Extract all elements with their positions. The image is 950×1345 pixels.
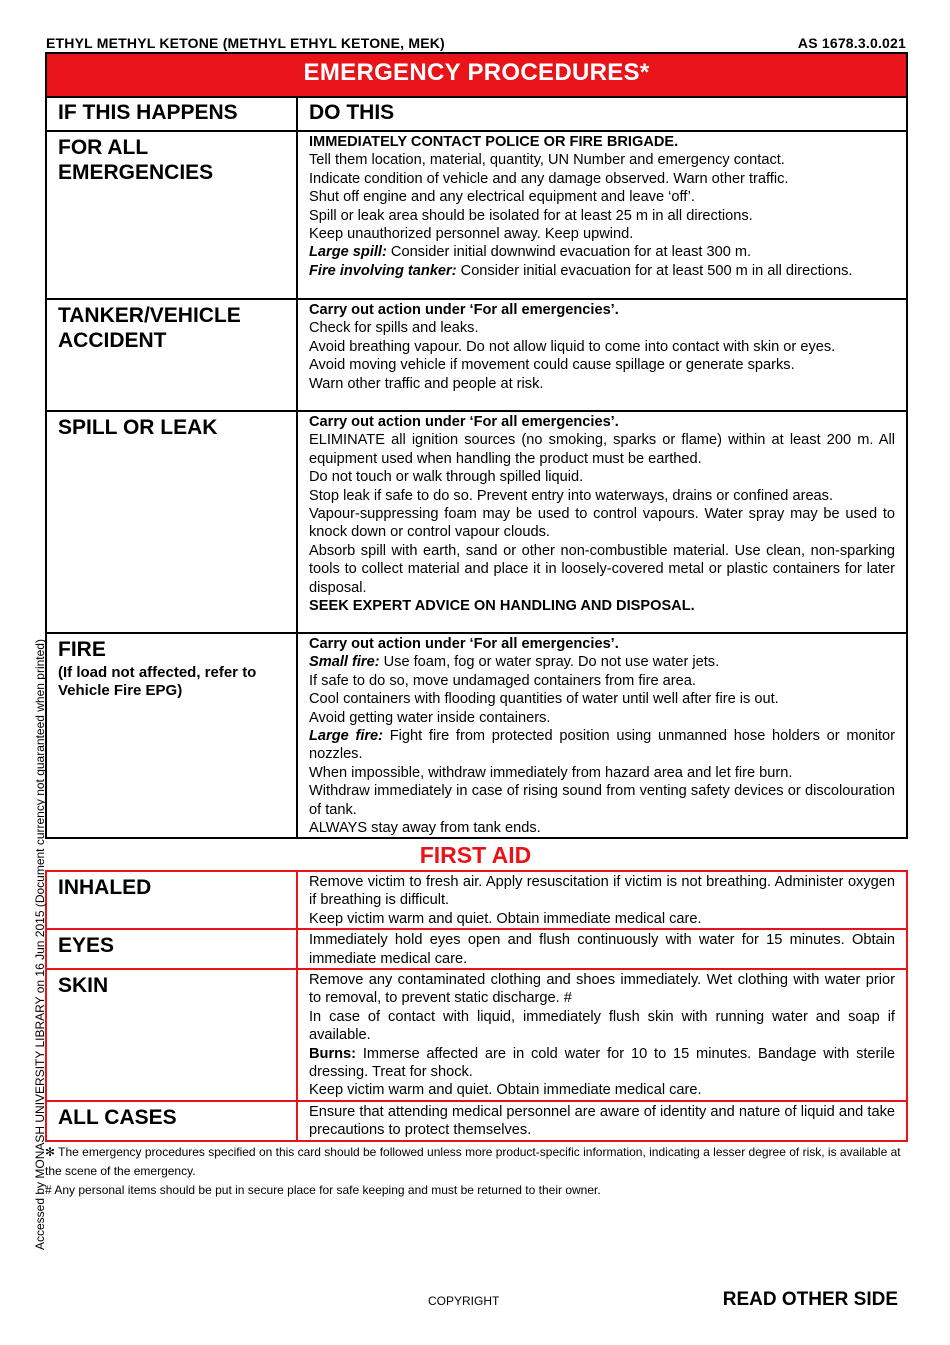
first-aid-line: Remove any contaminated clothing and shoes immediately. Wet clothing with water prior to removal, to prevent static discharge. # [309, 972, 895, 1007]
first-aid-actions [297, 929, 907, 969]
action-line: Vapour-suppressing foam may be used to control vapours. Water spray may be used to knock down or control vapour clouds. [309, 506, 896, 541]
emergency-actions [297, 633, 907, 838]
footnote-star: ✻ The emergency procedures specified on this card should be followed unless more product-specific information, indicating a lesser degree of risk, is available at the scene of the emergency. [45, 1145, 901, 1178]
emergency-row [46, 299, 907, 411]
action-line: Carry out action under ‘For all emergencies’. [309, 302, 619, 318]
first-aid-line: Immediately hold eyes open and flush continuously with water for 15 minutes. Obtain immediate medical care. [309, 932, 895, 967]
first-aid-line: Keep victim warm and quiet. Obtain immediate medical care. [309, 910, 702, 927]
emergency-procedures-title: EMERGENCY PROCEDURES* [46, 53, 907, 97]
first-aid-lead: Burns: [309, 1045, 357, 1062]
first-aid-title: FIRST AID [419, 842, 532, 868]
emergency-procedures-table [45, 52, 908, 839]
first-aid-row [46, 929, 907, 969]
action-line: Check for spills and leaks. [309, 320, 479, 337]
action-line: Carry out action under ‘For all emergencies’. [309, 636, 619, 652]
action-lead: Large spill: [309, 244, 387, 261]
substance-name: ETHYL METHYL KETONE (METHYL ETHYL KETONE, MEK) [46, 35, 445, 51]
action-line: When impossible, withdraw immediately from hazard area and let fire burn. [309, 764, 793, 781]
first-aid-row [46, 1101, 907, 1141]
action-line: Tell them location, material, quantity, UN Number and emergency contact. [309, 152, 785, 169]
footnote-hash: # Any personal items should be put in secure place for safe keeping and must be returned to their owner. [45, 1183, 601, 1197]
action-line: Avoid moving vehicle if movement could cause spillage or generate sparks. [309, 357, 795, 374]
first-aid-line: Burns: Immerse affected are in cold water for 10 to 15 minutes. Bandage with sterile dressing. Treat for shock. [309, 1045, 895, 1081]
emergency-row [46, 131, 907, 299]
action-line: Avoid breathing vapour. Do not allow liquid to come into contact with skin or eyes. [309, 338, 836, 355]
action-line: Absorb spill with earth, sand or other non-combustible material. Use clean, non-sparking tools to collect material and place it in loosely-covered metal or plastic containers for later disposal. [309, 542, 896, 596]
action-lead: Fire involving tanker: [309, 262, 457, 279]
first-aid-condition: EYES [46, 929, 297, 969]
action-line: ELIMINATE all ignition sources (no smoking, sparks or flame) within at least 200 m. All equipment used when handling the product must be earthed. [309, 432, 896, 467]
emergency-condition: TANKER/VEHICLE ACCIDENT [46, 299, 297, 411]
document-header [46, 35, 906, 51]
col-header-if: IF THIS HAPPENS [46, 97, 297, 131]
first-aid-line: Remove victim to fresh air. Apply resuscitation if victim is not breathing. Administer oxygen if breathing is difficult. [309, 874, 895, 909]
action-line: SEEK EXPERT ADVICE ON HANDLING AND DISPOSAL. [309, 598, 695, 615]
first-aid-row [46, 871, 907, 929]
access-watermark: Accessed by MONASH UNIVERSITY LIBRARY on 16 Jun 2015 (Document currency not guaranteed when printed) [33, 639, 47, 1250]
emergency-row [46, 633, 907, 838]
action-line: If safe to do so, move undamaged containers from fire area. [309, 672, 696, 689]
emergency-row [46, 411, 907, 633]
action-line: Spill or leak area should be isolated for at least 25 m in all directions. [309, 207, 753, 224]
emergency-condition: SPILL OR LEAK [46, 411, 297, 633]
footnotes [45, 1143, 907, 1200]
action-line: Large spill: Consider initial downwind evacuation for at least 300 m. [309, 244, 752, 261]
read-other-side-label: READ OTHER SIDE [722, 1289, 898, 1310]
action-line: Avoid getting water inside containers. [309, 709, 551, 726]
first-aid-actions [297, 1101, 907, 1141]
emergency-actions [297, 131, 907, 299]
first-aid-line: In case of contact with liquid, immediately flush skin with running water and soap if available. [309, 1008, 895, 1044]
action-line: Keep unauthorized personnel away. Keep upwind. [309, 226, 634, 243]
action-line: Small fire: Use foam, fog or water spray. Do not use water jets. [309, 654, 720, 671]
action-line: ALWAYS stay away from tank ends. [309, 820, 541, 837]
action-line: Fire involving tanker: Consider initial evacuation for at least 500 m in all directions. [309, 262, 853, 279]
action-line: Warn other traffic and people at risk. [309, 375, 544, 392]
first-aid-condition: INHALED [46, 871, 297, 929]
standard-number: AS 1678.3.0.021 [797, 35, 906, 51]
action-line: Large fire: Fight fire from protected position using unmanned hose holders or monitor nozzles. [309, 728, 895, 763]
action-line: Shut off engine and any electrical equipment and leave ‘off’. [309, 189, 695, 206]
action-line: Withdraw immediately in case of rising sound from venting safety devices or discolouration of tank. [309, 783, 896, 818]
first-aid-line: Keep victim warm and quiet. Obtain immediate medical care. [309, 1082, 702, 1099]
emergency-condition: FOR ALL EMERGENCIES [46, 131, 297, 299]
first-aid-table [45, 870, 908, 1142]
copyright-label: COPYRIGHT [428, 1294, 500, 1308]
emergency-actions [297, 299, 907, 411]
action-lead: Large fire: [309, 728, 384, 745]
first-aid-row [46, 969, 907, 1101]
col-header-do: DO THIS [297, 97, 907, 131]
first-aid-actions [297, 969, 907, 1101]
first-aid-condition: SKIN [46, 969, 297, 1101]
first-aid-actions [297, 871, 907, 929]
action-lead: Small fire: [309, 654, 380, 671]
action-line: Stop leak if safe to do so. Prevent entry into waterways, drains or confined areas. [309, 487, 834, 504]
first-aid-line: Ensure that attending medical personnel are aware of identity and nature of liquid and take precautions to protect themselves. [309, 1103, 895, 1139]
action-line: Do not touch or walk through spilled liquid. [309, 469, 584, 486]
action-line: Indicate condition of vehicle and any damage observed. Warn other traffic. [309, 170, 789, 187]
action-line: Carry out action under ‘For all emergencies’. [309, 414, 619, 430]
action-line: IMMEDIATELY CONTACT POLICE OR FIRE BRIGADE. [309, 134, 679, 150]
emergency-actions [297, 411, 907, 633]
action-line: Cool containers with flooding quantities of water until well after fire is out. [309, 691, 779, 708]
fire-note: (If load not affected, refer to Vehicle Fire EPG) [58, 664, 257, 699]
first-aid-condition: ALL CASES [46, 1101, 297, 1141]
emergency-condition: FIRE (If load not affected, refer to Vehicle Fire EPG) [46, 633, 297, 838]
